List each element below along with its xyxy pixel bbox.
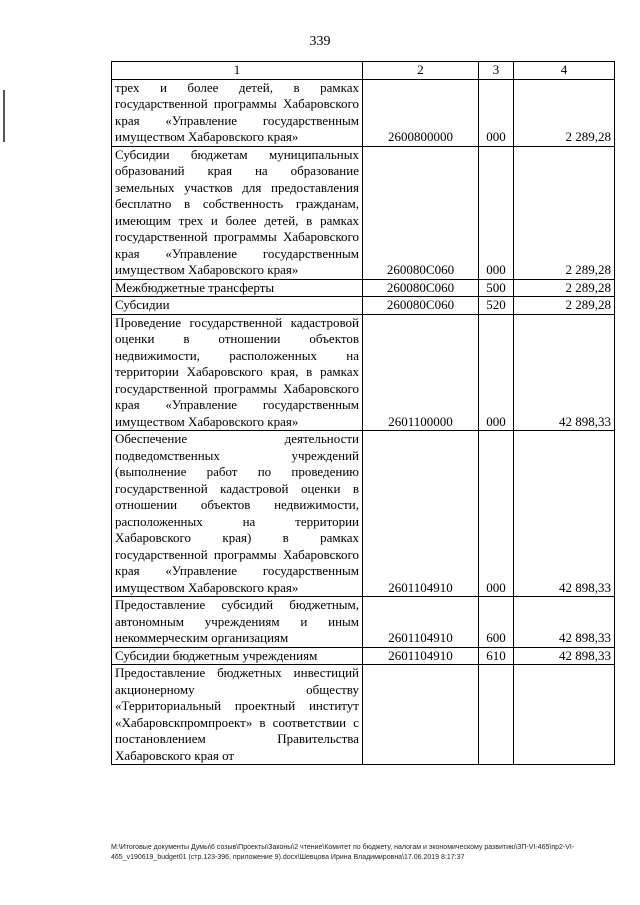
row-csr-code: 260080С060 — [363, 146, 479, 279]
row-name: Проведение государственной кадастровой оценки в отношении объектов недвижимости, расположенных на территории Хабаровского края, в рамках государственной программы Хабаровского края «Управление государственным имуществом Хабаровского края» — [112, 314, 363, 431]
header-col-3: 3 — [479, 62, 514, 80]
row-vr-code: 600 — [479, 597, 514, 648]
margin-mark — [3, 90, 5, 142]
header-col-4: 4 — [514, 62, 615, 80]
row-vr-code: 000 — [479, 314, 514, 431]
row-csr-code: 260080С060 — [363, 297, 479, 315]
table-header-row — [112, 62, 615, 80]
row-sum: 2 289,28 — [514, 79, 615, 146]
row-vr-code: 000 — [479, 146, 514, 279]
row-name: Предоставление субсидий бюджетным, автономным учреждениям и иным некоммерческим организациям — [112, 597, 363, 648]
budget-table — [111, 61, 615, 765]
page-number: 339 — [309, 34, 331, 49]
table-row — [112, 647, 615, 665]
row-sum: 42 898,33 — [514, 647, 615, 665]
row-csr-code: 2601104910 — [363, 647, 479, 665]
row-vr-code: 000 — [479, 431, 514, 597]
row-vr-code — [479, 665, 514, 765]
row-sum: 42 898,33 — [514, 314, 615, 431]
table-row — [112, 665, 615, 765]
row-name: Обеспечение деятельности подведомственных учреждений (выполнение работ по проведению государственной кадастровой оценки в отношении объектов недвижимости, расположенных на территории Хабаровского края) в рамках государственной программы Хабаровского края «Управление государственным имуществом Хабаровского края» — [112, 431, 363, 597]
row-sum: 2 289,28 — [514, 279, 615, 297]
table-row — [112, 314, 615, 431]
row-csr-code: 2601104910 — [363, 431, 479, 597]
row-vr-code: 610 — [479, 647, 514, 665]
row-csr-code: 260080С060 — [363, 279, 479, 297]
row-name: трех и более детей, в рамках государственной программы Хабаровского края «Управление государственным имуществом Хабаровского края» — [112, 79, 363, 146]
row-sum — [514, 665, 615, 765]
row-sum: 42 898,33 — [514, 431, 615, 597]
row-sum: 42 898,33 — [514, 597, 615, 648]
document-footer-path: M:\Итоговые документы Думы\6 созыв\Проекты\Законы\2 чтение\Комитет по бюджету, налогам и экономическому развитию\ЗП-VI-465\пр2-VI-465_v190619_budget01 (стр.123-396, приложение 9).docx\Шевцова Ирина Владимировна\17.06.2019 8:17:37 — [111, 844, 575, 861]
row-csr-code: 2601100000 — [363, 314, 479, 431]
row-name: Межбюджетные трансферты — [112, 279, 363, 297]
row-name: Субсидии бюджетам муниципальных образований края на образование земельных участков для предоставления бесплатно в собственность гражданам, имеющим трех и более детей, в рамках государственной программы Хабаровского края «Управление государственным имуществом Хабаровского края» — [112, 146, 363, 279]
row-csr-code — [363, 665, 479, 765]
table-row — [112, 297, 615, 315]
header-col-2: 2 — [363, 62, 479, 80]
row-csr-code: 2600800000 — [363, 79, 479, 146]
table-row — [112, 597, 615, 648]
row-sum: 2 289,28 — [514, 297, 615, 315]
table-row — [112, 146, 615, 279]
row-vr-code: 000 — [479, 79, 514, 146]
row-vr-code: 500 — [479, 279, 514, 297]
header-col-1: 1 — [112, 62, 363, 80]
table-row — [112, 431, 615, 597]
table-row — [112, 79, 615, 146]
row-name: Субсидии бюджетным учреждениям — [112, 647, 363, 665]
row-name: Предоставление бюджетных инвестиций акционерному обществу «Территориальный проектный институт «Хабаровскпромпроект» в соответствии с постановлением Правительства Хабаровского края от — [112, 665, 363, 765]
row-sum: 2 289,28 — [514, 146, 615, 279]
table-row — [112, 279, 615, 297]
row-name: Субсидии — [112, 297, 363, 315]
row-vr-code: 520 — [479, 297, 514, 315]
row-csr-code: 2601104910 — [363, 597, 479, 648]
